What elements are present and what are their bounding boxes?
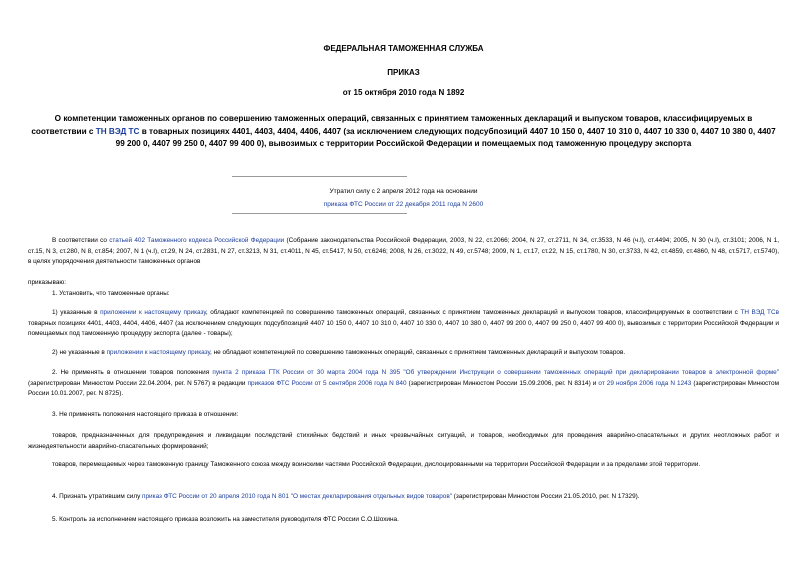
item-1-2-text-a: 2) не указанные в <box>52 349 107 356</box>
item-1-1-text-b: , обладают компетенцией по совершению таможенных операций, связанных с принятием таможенных деклараций и выпуском товаров, классифицируемых в соответствии с <box>205 309 741 316</box>
doc-date: от 15 октября 2010 года N 1892 <box>342 88 465 97</box>
intro-text-a: В соответствии со <box>52 237 110 244</box>
item-2-text-d: (зарегистрирован Минюстом России 10.01.2007, рег. N 8725). <box>28 379 779 397</box>
item-2-text-a: 2. Не применять в отношении товаров положения <box>52 369 213 376</box>
item-2-text-c: (зарегистрирован Минюстом России 15.09.2006, рег. N 8314) и <box>406 379 599 387</box>
title-text-2: в товарных позициях 4401, 4403, 4404, 4406, 4407 (за исключением следующих подсубпозиций 4407 10 150 0, 4407 10 310 0, 4407 10 330 0, 4407 10 380 0, 4407 99 200 0, 4407 99 250 0, 4407 99 400 0), вывозимых с территории Российской Федерации и помещаемых под таможенную процедуру экспорта <box>115 126 776 148</box>
item-1-2-link-appendix[interactable]: приложении к настоящему приказу <box>106 349 211 356</box>
doc-title <box>28 113 779 151</box>
item-1-1-link-appendix[interactable]: приложении к настоящему приказу <box>100 309 206 316</box>
status-note-link[interactable]: приказа ФТС России от 22 декабря 2011 года N 2600 <box>323 201 484 208</box>
intro-link-tk[interactable]: статьей 402 Таможенного кодекса Российской Федерации <box>109 237 285 244</box>
item-2-link-gtk[interactable]: пункта 2 приказа ГТК России от 30 марта 2004 года N 395 "Об утверждении Инструкции о совершении таможенных операций при декларировании товаров в электронной форме" <box>212 369 779 376</box>
item-2-link-fts-840[interactable]: приказов ФТС России от 5 сентября 2006 года N 840 <box>247 379 407 387</box>
item-5: 5. Контроль за исполнением настоящего приказа возложить на заместителя руководителя ФТС России С.О.Шохина. <box>52 516 399 523</box>
doc-type: ПРИКАЗ <box>387 68 420 77</box>
item-3-2: товаров, перемещаемых через таможенную границу Таможенного союза между воинскими частями Российской Федерации, дислоцированными на территории Российской Федерации и за пределами этой территории. <box>52 461 701 468</box>
item-1-1-link-tnved[interactable]: ТН ВЭД ТСв <box>740 309 779 316</box>
item-1-1 <box>28 308 779 340</box>
intro-text-b: (Собрание законодательства Российской Федерации, 2003, N 22, ст.2066; 2004, N 27, ст.2711, N 34, ст.3533, N 46 (ч.I), ст.4494; 2005, N 30 (ч.I), ст.3101; 2006, N 1, ст.15, N 3, ст.280, N 8, ст.854; 2007, N 1 (ч.I), ст.29, N 24, ст.2831, N 27, ст.3213, N 31, ст.4011, N 45, ст.5417, N 50, ст.6246; 2008, N 26, ст.3022, N 49, ст.5748; 2009, N 1, ст.17, ст.22, N 15, ст.1780, N 30, ст.3733, N 42, ст.4859, ст.4860, N 48, ст.5717, ст.5740), в целях упорядочения деятельности таможенных органов <box>28 237 780 265</box>
item-1-2-text-b: , не обладают компетенцией по совершению таможенных операций, связанных с принятием таможенных деклараций и выпуском товаров. <box>210 349 626 356</box>
item-2-link-1243[interactable]: от 29 ноября 2006 года N 1243 <box>598 379 692 387</box>
item-4-link-801[interactable]: приказ ФТС России от 20 апреля 2010 года N 801 "О местах декларирования отдельных видов товаров" <box>142 493 452 500</box>
title-link-tnved[interactable]: ТН ВЭД ТС <box>95 126 140 136</box>
item-2 <box>28 368 779 400</box>
item-3-1: товаров, предназначенных для предупреждения и ликвидации последствий стихийных бедствий и иных чрезвычайных ситуаций, и товаров, необходимых для проведения аварийно-спасательных и других неотложных работ и жизнедеятельности аварийно-спасательных формирований; <box>28 432 779 450</box>
item-1: 1. Установить, что таможенные органы: <box>52 290 170 297</box>
item-1-1-text-a: 1) указанные в <box>52 309 101 316</box>
status-note <box>0 185 807 211</box>
item-4-text-b: (зарегистрирован Минюстом России 21.05.2010, рег. N 17329). <box>452 493 640 500</box>
org-name: ФЕДЕРАЛЬНАЯ ТАМОЖЕННАЯ СЛУЖБА <box>323 44 484 53</box>
item-2-text-b: (зарегистрирован Минюстом России 22.04.2004, рег. N 5767) в редакции <box>28 379 248 387</box>
item-3: 3. Не применять положения настоящего приказа в отношении: <box>52 411 239 418</box>
top-divider <box>232 176 407 177</box>
item-1-1-text-c: товарных позициях 4401, 4403, 4404, 4406, 4407 (за исключением следующих подсубпозиций 4407 10 150 0, 4407 10 310 0, 4407 10 330 0, 4407 10 380 0, 4407 99 200 0, 4407 99 250 0, 4407 99 400 0), вывозимых с территории Российской Федерации и помещаемых под таможенную процедуру экспорта (далее - товары); <box>28 319 779 337</box>
item-4-text-a: 4. Признать утратившим силу <box>52 493 143 500</box>
prikazyvayu: приказываю: <box>28 279 66 286</box>
status-note-text: Утратил силу с 2 апреля 2012 года на основании <box>329 188 478 195</box>
intro-paragraph <box>28 236 779 268</box>
item-4 <box>28 492 779 503</box>
title-text-1: О компетенции таможенных органов по совершению таможенных операций, связанных с принятием таможенных деклараций и выпуском товаров, классифицируемых в соответствии с <box>31 114 753 136</box>
item-1-2 <box>28 348 779 359</box>
bottom-divider <box>232 213 407 214</box>
